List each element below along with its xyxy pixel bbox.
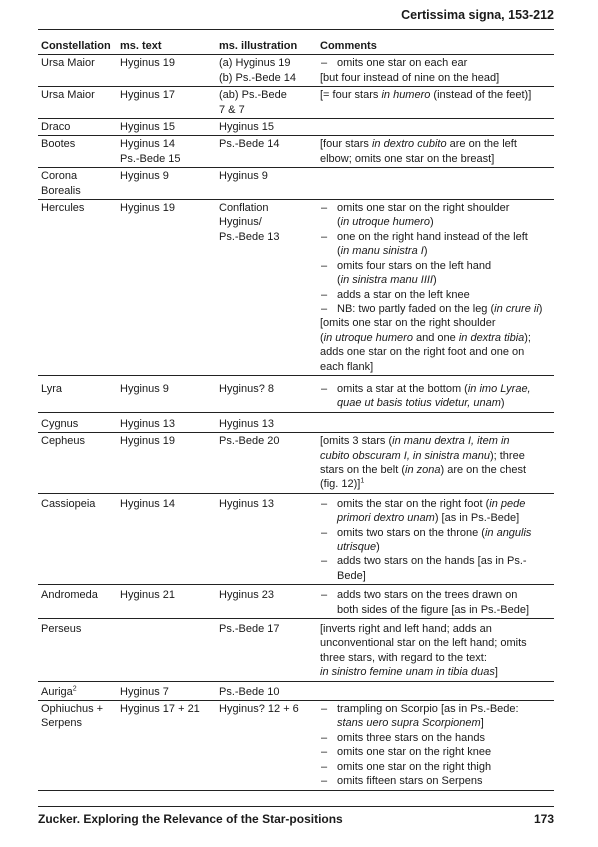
table-row [38, 87, 554, 119]
cell-comments: [inverts right and left hand; adds an unconventional star on the left hand; omits three stars, with regard to the text: in sinistro femine unam in tibia duas] [320, 623, 527, 679]
table-row [38, 701, 554, 790]
table-row [38, 433, 554, 494]
cell-comments: – omits one star on each ear [but four instead of nine on the head] [317, 56, 554, 85]
cell-constellation: Hercules [41, 202, 85, 215]
col-header-ms-illustration: ms. illustration [219, 40, 298, 52]
cell-constellation: Cygnus [41, 417, 79, 430]
table-row [38, 682, 554, 700]
table-row [38, 413, 554, 432]
cell-constellation: Cassiopeia [41, 497, 96, 510]
footer-title: Zucker. Exploring the Relevance of the Star-positions [38, 812, 343, 826]
header-rule [38, 29, 554, 30]
cell-comments [317, 685, 554, 699]
running-header: Certissima signa, 153-212 [401, 8, 554, 22]
cell-comments: [omits 3 stars (in manu dextra I, item in cubito obscuram I, in sinistra manu); three stars on the belt (in zona) are on the chest (fig. 12)]$^1$ [320, 435, 527, 491]
cell-comments: [= four stars in humero (instead of the feet)] [320, 89, 532, 102]
table-header-row [38, 38, 554, 55]
cell-constellation: Bootes [41, 138, 76, 151]
table-row [38, 585, 554, 619]
table-row [38, 136, 554, 168]
table-row [38, 119, 554, 135]
col-header-constellation: Constellation [41, 40, 111, 52]
cell-ms-text: Hyginus 13 [120, 417, 176, 430]
cell-ms-text [118, 622, 217, 680]
cell-constellation: Corona Borealis [41, 170, 81, 197]
cell-ms-illustration: Hyginus 13 [219, 497, 275, 510]
table-row [38, 200, 554, 376]
cell-ms-illustration: Conflation Hyginus/ Ps.-Bede 13 [219, 202, 280, 243]
cell-ms-text: Hyginus 15 [120, 121, 176, 134]
cell-comments: – trampling on Scorpio [as in Ps.-Bede: stans uero supra Scorpionem] – omits three stars on the hands – omits one star on the right knee – omits one star on the right thigh – omits fifteen stars on Serpens [317, 702, 554, 788]
cell-comments [317, 417, 554, 431]
constellation-table [38, 38, 554, 791]
cell-constellation: Lyra [41, 382, 62, 395]
cell-ms-text: Hyginus 21 [120, 589, 176, 602]
cell-constellation: Draco [41, 121, 71, 134]
cell-ms-text: Hyginus 9 [120, 170, 169, 183]
cell-comments: – omits the star on the right foot (in pede primori dextro unam) [as in Ps.-Bede] – omits two stars on the throne (in angulis utrisque) – adds two stars on the hands [as in Ps.- Bede] [317, 497, 554, 583]
cell-ms-text: Hyginus 9 [120, 382, 169, 395]
cell-ms-illustration: Hyginus? 8 [219, 382, 275, 395]
cell-ms-text: Hyginus 14 Ps.-Bede 15 [120, 138, 181, 165]
cell-constellation: Auriga$^2$ [41, 685, 77, 698]
table-row [38, 376, 554, 413]
cell-ms-illustration: Ps.-Bede 20 [219, 435, 280, 448]
cell-ms-illustration: Hyginus 13 [219, 417, 275, 430]
cell-ms-illustration: (a) Hyginus 19 (b) Ps.-Bede 14 [219, 57, 297, 84]
cell-ms-text: Hyginus 7 [120, 685, 169, 698]
cell-ms-illustration: Ps.-Bede 10 [219, 685, 280, 698]
col-header-comments: Comments [320, 40, 377, 52]
table-row [38, 55, 554, 87]
cell-comments: – adds two stars on the trees drawn on both sides of the figure [as in Ps.-Bede] [317, 588, 554, 617]
cell-constellation: Perseus [41, 623, 82, 636]
cell-constellation: Ursa Maior [41, 57, 95, 70]
table-row [38, 494, 554, 585]
cell-comments: – omits one star on the right shoulder (in utroque humero) – one on the right hand instead of the left (in manu sinistra I) – omits four stars on the left hand (in sinistra manu IIII) – adds a star on the left knee – NB: two partly faded on the leg (in crure ii) [omits one star on the right shoulder (in utroque humero and one in dextra tibia); adds one star on the right foot and one on each flank] [317, 201, 554, 374]
cell-ms-illustration: Ps.-Bede 14 [219, 138, 280, 151]
cell-ms-illustration: (ab) Ps.-Bede 7 & 7 [219, 89, 287, 116]
cell-ms-illustration: Hyginus 23 [219, 589, 275, 602]
cell-comments: [four stars in dextro cubito are on the left elbow; omits one star on the breast] [320, 138, 517, 165]
table-row [38, 619, 554, 682]
cell-ms-illustration: Hyginus 15 [219, 121, 275, 134]
footer-rule [38, 806, 554, 807]
cell-ms-text: Hyginus 19 [120, 435, 176, 448]
cell-ms-text: Hyginus 19 [120, 57, 176, 70]
cell-constellation: Ophiuchus + Serpens [41, 703, 104, 730]
col-header-ms-text: ms. text [120, 40, 162, 52]
cell-ms-illustration: Hyginus 9 [219, 170, 268, 183]
cell-ms-illustration: Ps.-Bede 17 [219, 623, 280, 636]
cell-ms-text: Hyginus 14 [120, 497, 176, 510]
cell-constellation: Ursa Maior [41, 89, 95, 102]
table-row [38, 168, 554, 200]
page-number: 173 [533, 812, 554, 826]
cell-ms-text: Hyginus 17 [120, 89, 176, 102]
cell-comments: – omits a star at the bottom (in imo Lyrae, quae ut basis totius videtur, unam) [317, 382, 554, 411]
cell-ms-text: Hyginus 17 + 21 [120, 703, 200, 716]
cell-comments [317, 120, 554, 134]
cell-comments [317, 169, 554, 198]
page-footer [38, 812, 554, 826]
cell-ms-illustration: Hyginus? 12 + 6 [219, 703, 299, 716]
cell-constellation: Andromeda [41, 589, 98, 602]
cell-ms-text: Hyginus 19 [120, 202, 176, 215]
cell-constellation: Cepheus [41, 435, 86, 448]
